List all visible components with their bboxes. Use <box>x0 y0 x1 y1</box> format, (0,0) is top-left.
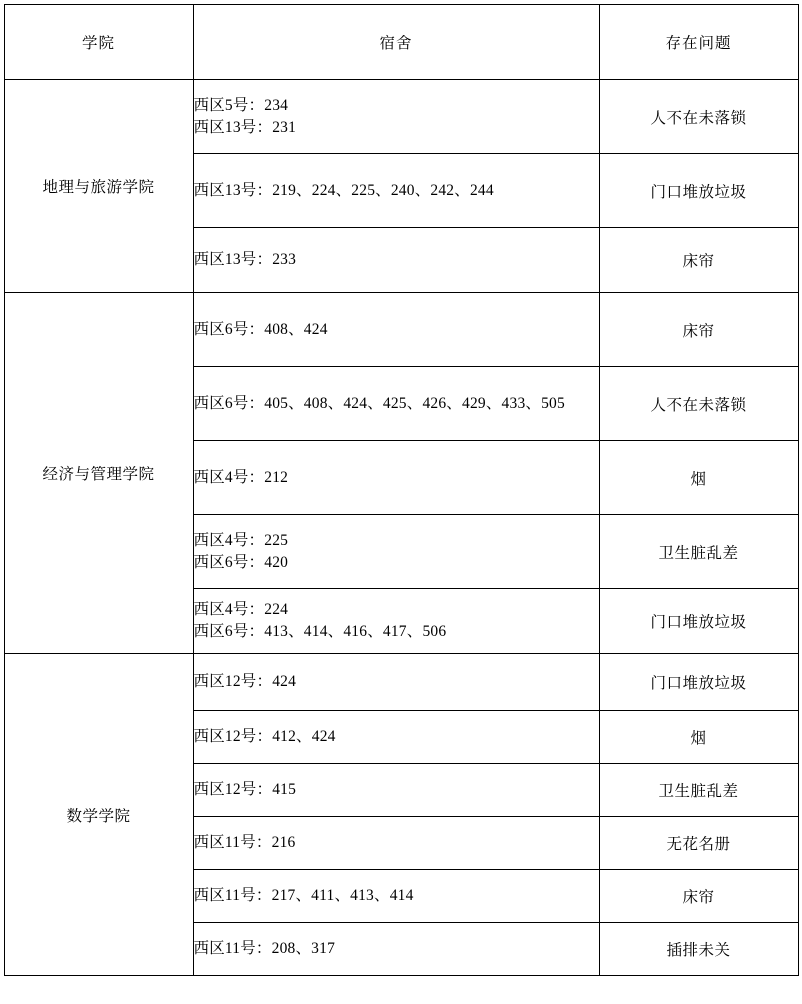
issue-cell: 烟 <box>599 711 798 764</box>
dormitory-cell <box>193 817 599 870</box>
issue-cell: 人不在未落锁 <box>599 80 798 154</box>
dormitory-cell <box>193 515 599 589</box>
table-row <box>4 293 798 367</box>
dormitory-line: 西区13号：231 <box>193 118 297 136</box>
dormitory-line: 西区4号：225 <box>193 531 289 549</box>
dormitory-line: 西区12号：424 <box>193 673 297 690</box>
dormitory-line: 西区11号：208、317 <box>193 940 336 957</box>
dormitory-cell <box>193 228 599 293</box>
dormitory-cell <box>193 764 599 817</box>
issue-cell: 床帘 <box>599 228 798 293</box>
dormitory-line: 西区13号：233 <box>193 251 297 268</box>
dormitory-line: 西区13号：219、224、225、240、242、244 <box>193 181 494 199</box>
header-row <box>4 5 798 80</box>
dormitory-line: 西区11号：217、411、413、414 <box>193 887 414 904</box>
dormitory-line: 西区12号：415 <box>193 781 297 798</box>
dormitory-cell <box>193 654 599 711</box>
dormitory-line: 西区4号：224 <box>193 601 289 618</box>
dormitory-cell <box>193 367 599 441</box>
dormitory-line: 西区4号：212 <box>193 468 289 486</box>
issue-cell: 卫生脏乱差 <box>599 515 798 589</box>
dormitory-line: 西区5号：234 <box>193 96 289 114</box>
dormitory-inspection-table <box>4 4 799 976</box>
issue-cell: 烟 <box>599 441 798 515</box>
college-cell: 经济与管理学院 <box>4 293 193 654</box>
dormitory-line: 西区6号：420 <box>193 553 289 571</box>
issue-cell: 卫生脏乱差 <box>599 764 798 817</box>
issue-cell: 床帘 <box>599 870 798 923</box>
dormitory-line: 西区6号：408、424 <box>193 320 328 338</box>
dormitory-cell <box>193 80 599 154</box>
dormitory-cell <box>193 870 599 923</box>
column-header-dormitory: 宿舍 <box>193 5 599 80</box>
table-row <box>4 80 798 154</box>
college-cell: 数学学院 <box>4 654 193 976</box>
issue-cell: 门口堆放垃圾 <box>599 589 798 654</box>
issue-cell: 床帘 <box>599 293 798 367</box>
college-cell: 地理与旅游学院 <box>4 80 193 293</box>
column-header-college: 学院 <box>4 5 193 80</box>
dormitory-cell <box>193 589 599 654</box>
issue-cell: 人不在未落锁 <box>599 367 798 441</box>
dormitory-line: 西区12号：412、424 <box>193 728 336 745</box>
dormitory-cell <box>193 441 599 515</box>
dormitory-cell <box>193 711 599 764</box>
table-row <box>4 654 798 711</box>
table-header <box>4 5 798 80</box>
table-body <box>4 80 798 976</box>
dormitory-cell <box>193 293 599 367</box>
issue-cell: 无花名册 <box>599 817 798 870</box>
issue-cell: 插排未关 <box>599 923 798 976</box>
dormitory-cell <box>193 923 599 976</box>
column-header-issue: 存在问题 <box>599 5 798 80</box>
dormitory-line: 西区6号：405、408、424、425、426、429、433、505 <box>193 394 565 412</box>
dormitory-line: 西区6号：413、414、416、417、506 <box>193 623 447 640</box>
issue-cell: 门口堆放垃圾 <box>599 654 798 711</box>
issue-cell: 门口堆放垃圾 <box>599 154 798 228</box>
dormitory-line: 西区11号：216 <box>193 834 296 851</box>
dormitory-cell <box>193 154 599 228</box>
